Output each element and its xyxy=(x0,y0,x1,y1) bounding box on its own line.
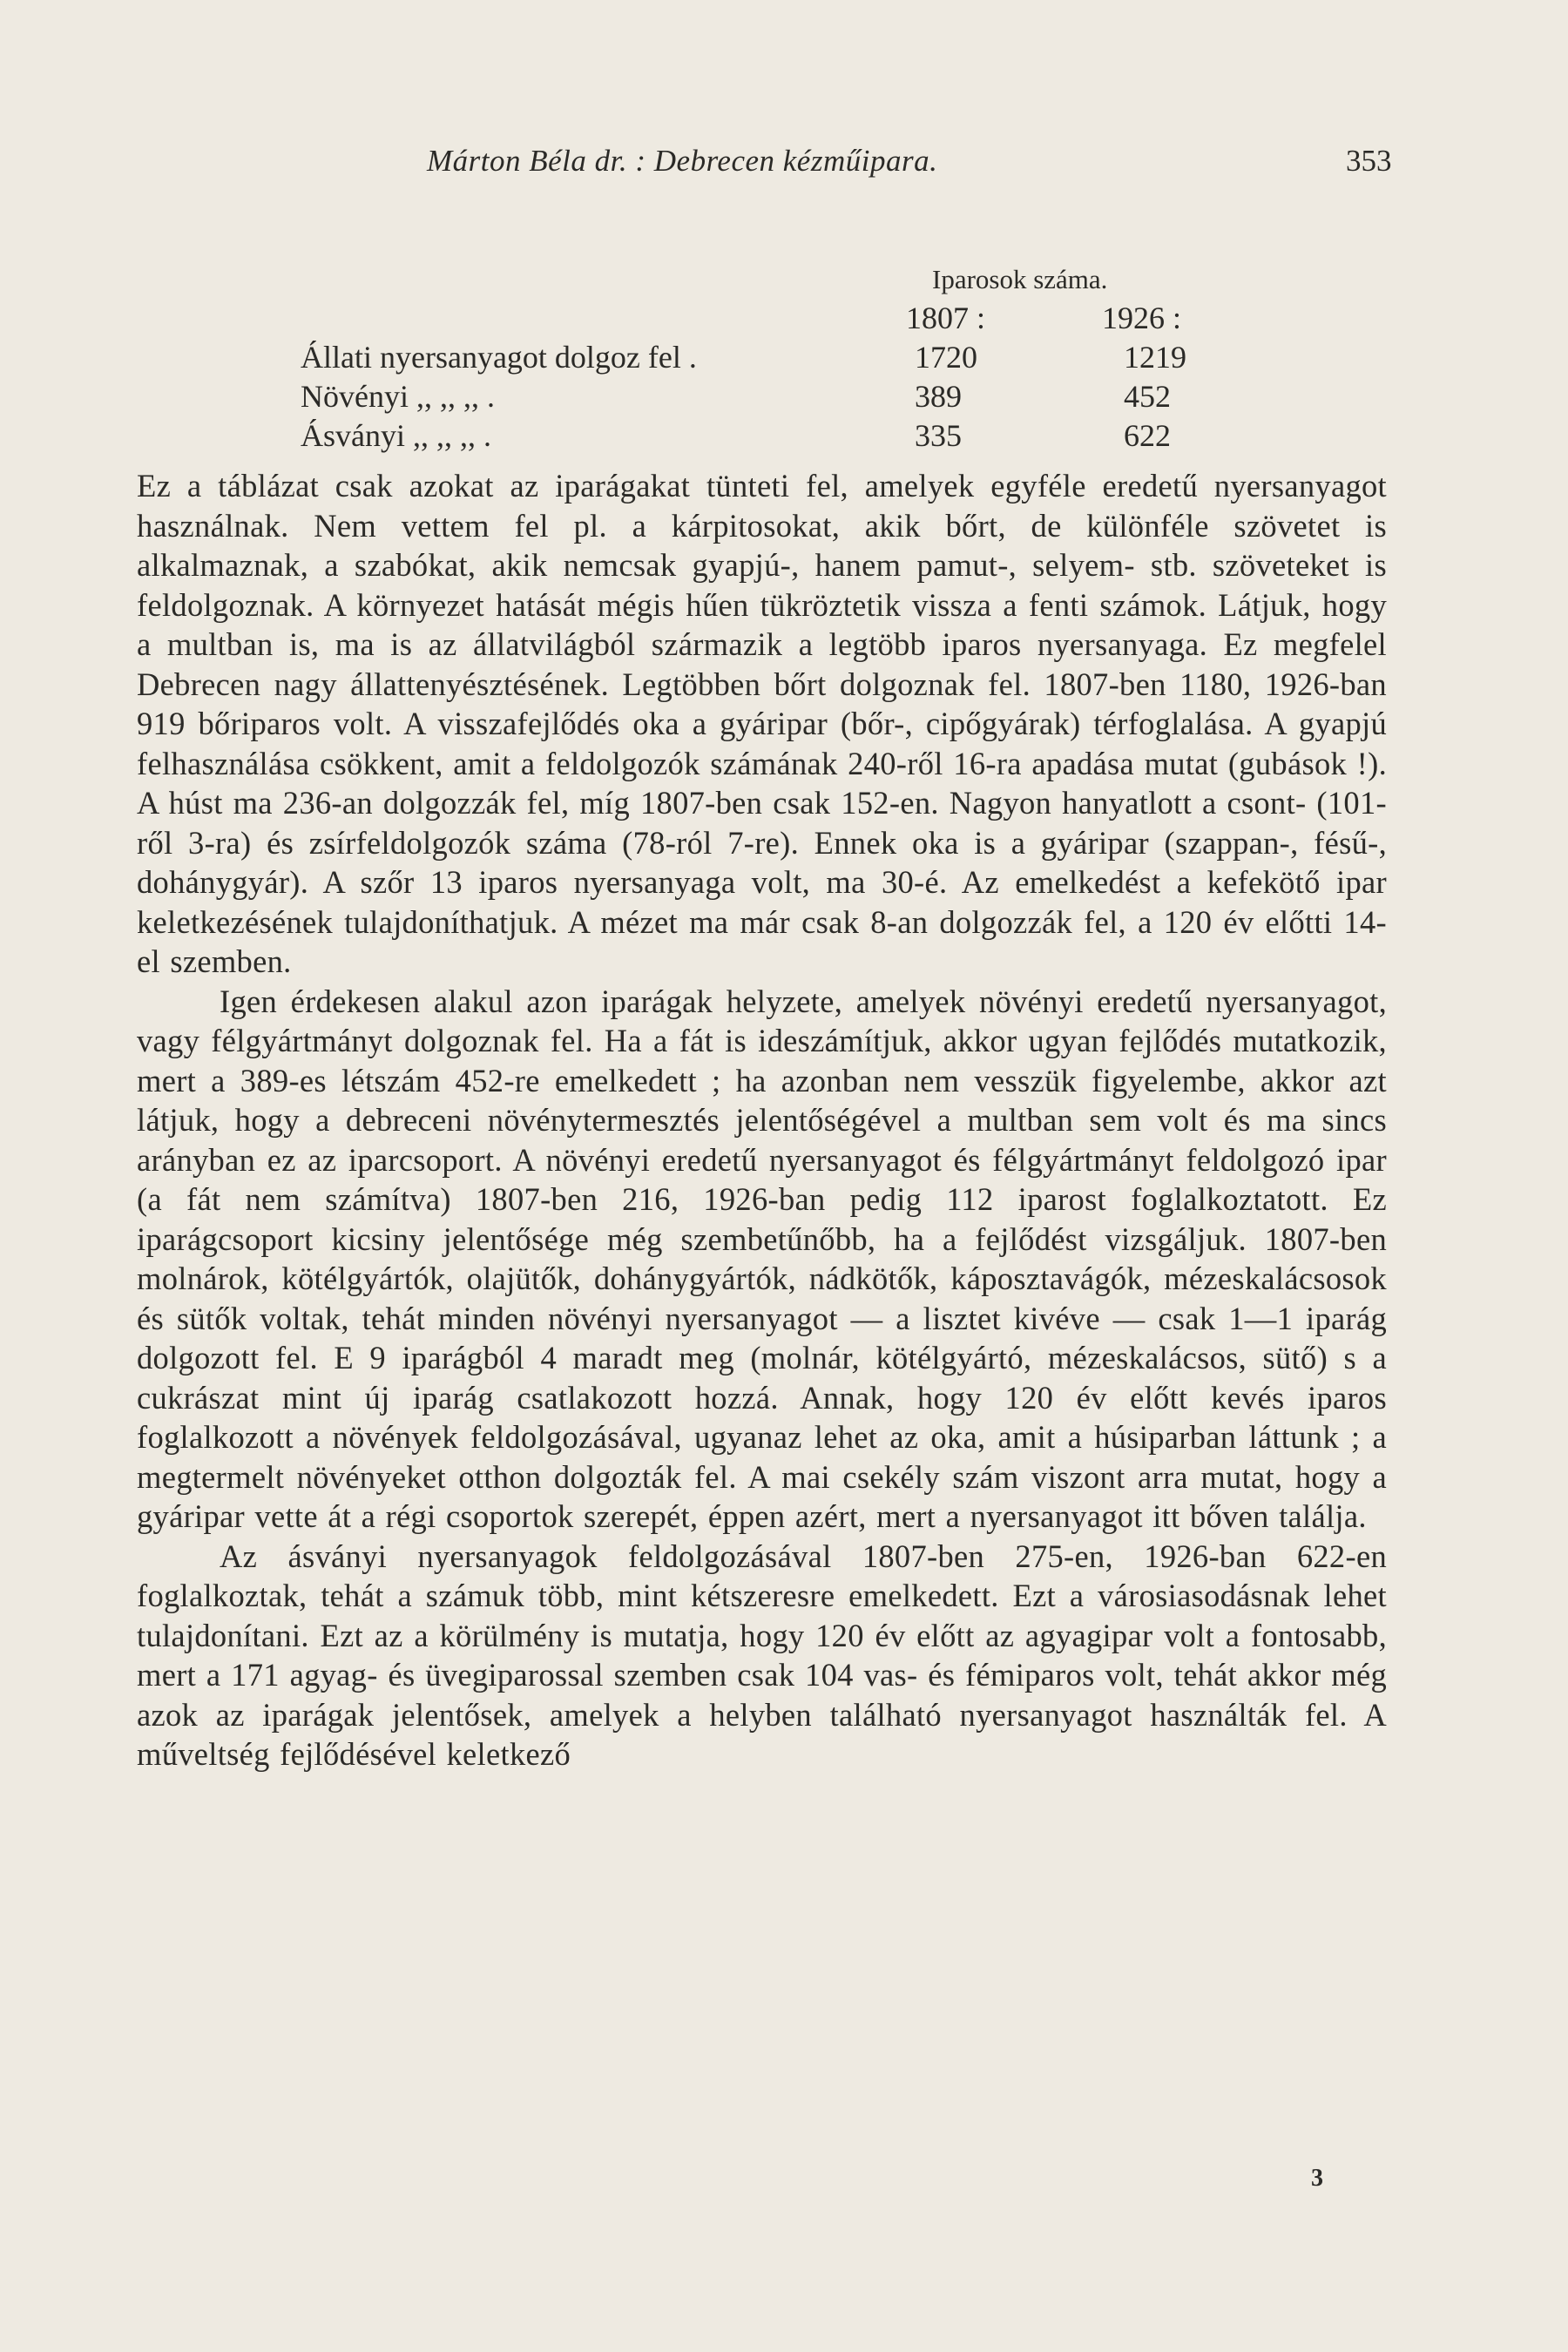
table-caption: Iparosok száma. xyxy=(932,264,1108,294)
column-header-1807: 1807 : xyxy=(906,301,986,335)
value-1807: 335 xyxy=(915,418,962,453)
value-1807: 1720 xyxy=(915,340,977,375)
paragraph: Igen érdekesen alakul azon iparágak helyzete, amelyek növényi eredetű nyersanyagot, vagy félgyártmányt dolgoznak fel. Ha a fát is ideszámítjuk, akkor ugyan fejlődés mutatkozik, mert a 389-es létszám 452-re emelkedett ; ha azonban nem vesszük figyelembe, akkor azt látjuk, hogy a debreceni növénytermesztés jelentőségével a multban sem volt és ma sincs arányban ez az iparcsoport. A növényi eredetű nyersanyagot és félgyártmányt feldolgozó ipar (a fát nem számítva) 1807-ben 216, 1926-ban pedig 112 iparost foglalkoztatott. Ez iparágcsoport kicsiny jelentősége még szembetűnőbb, ha a fejlődést vizsgáljuk. 1807-ben molnárok, kötélgyártók, olajütők, dohánygyártók, nádkötők, káposztavágók, mézeskalácsosok és sütők voltak, tehát minden növényi nyersanyagot — a lisztet kivéve — csak 1—1 iparág dolgozott fel. E 9 iparágból 4 maradt meg (molnár, kötélgyártó, mézeskalácsos, sütő) s a cukrászat mint új iparág csatlakozott hozzá. Annak, hogy 120 év előtt kevés iparos foglalkozott a növények feldolgozásával, ugyanaz lehet az oka, amit a húsiparban láttunk ; a megtermelt növényeket otthon dolgozták fel. A mai csekély szám viszont arra mutat, hogy a gyáripar vette át a régi csoportok szerepét, éppen azért, mert a nyersanyagot itt bőven találja. xyxy=(137,983,1387,1534)
value-1926: 622 xyxy=(1124,418,1171,453)
body-text xyxy=(137,466,1387,1774)
paragraph: Az ásványi nyersanyagok feldolgozásával 1807-ben 275-en, 1926-ban 622-en foglalkoztak, tehát a számuk több, mint kétszeresre emelkedett. Ezt a városiasodásnak lehet tulajdonítani. Ezt az a körülmény is mutatja, hogy 120 év előtt az agyagipar volt a fontosabb, mert a 171 agyag- és üvegiparossal szemben csak 104 vas- és fémiparos volt, tehát akkor még azok az iparágak jelentősek, amelyek a helyben található nyersanyagot használták fel. A műveltség fejlődésével keletkező xyxy=(137,1538,1387,1772)
table-row xyxy=(301,377,1241,416)
row-label: Ásványi ,, ,, ,, . xyxy=(301,418,491,453)
table-row xyxy=(301,338,1241,377)
row-label: Állati nyersanyagot dolgoz fel . xyxy=(301,340,697,375)
table-caption-row xyxy=(301,260,1241,299)
table-header-row xyxy=(301,299,1241,338)
table-row xyxy=(301,416,1241,456)
signature-mark: 3 xyxy=(1311,2165,1323,2192)
running-title: Márton Béla dr. : Debrecen kézműipara. xyxy=(427,144,938,178)
value-1926: 452 xyxy=(1124,379,1171,414)
row-label: Növényi ,, ,, ,, . xyxy=(301,379,495,414)
paragraph: Ez a táblázat csak azokat az iparágakat tünteti fel, amelyek egyféle eredetű nyersanyagot használnak. Nem vettem fel pl. a kárpitosokat, akik bőrt, de különféle szövetet is alkalmaznak, a szabókat, akik nemcsak gyapjú-, hanem pamut-, selyem- stb. szöveteket is feldolgoznak. A környezet hatását mégis hűen tükröztetik vissza a fenti számok. Látjuk, hogy a multban is, ma is az állatvilágból származik a legtöbb iparos nyersanyaga. Ez megfelel Debrecen nagy állattenyésztésének. Legtöbben bőrt dolgoznak fel. 1807-ben 1180, 1926-ban 919 bőriparos volt. A visszafejlődés oka a gyáripar (bőr-, cipőgyárak) térfoglalása. A gyapjú felhasználása csökkent, amit a feldolgozók számának 240-ről 16-ra apadása mutat (gubások !). A húst ma 236-an dolgozzák fel, míg 1807-ben csak 152-en. Nagyon hanyatlott a csont- (101-ről 3-ra) és zsírfeldolgozók száma (78-ról 7-re). Ennek oka is a gyáripar (szappan-, fésű-, dohánygyár). A szőr 13 iparos nyersanyaga volt, ma 30-é. Az emelkedést a kefekötő ipar keletkezésének tulajdoníthatjuk. A mézet ma már csak 8-an dolgozzák fel, a 120 év előtti 14-el szemben. xyxy=(137,468,1387,979)
value-1926: 1219 xyxy=(1124,340,1186,375)
column-header-1926: 1926 : xyxy=(1102,301,1182,335)
page-number: 353 xyxy=(1346,144,1392,178)
craftsmen-table xyxy=(301,260,1241,456)
value-1807: 389 xyxy=(915,379,962,414)
